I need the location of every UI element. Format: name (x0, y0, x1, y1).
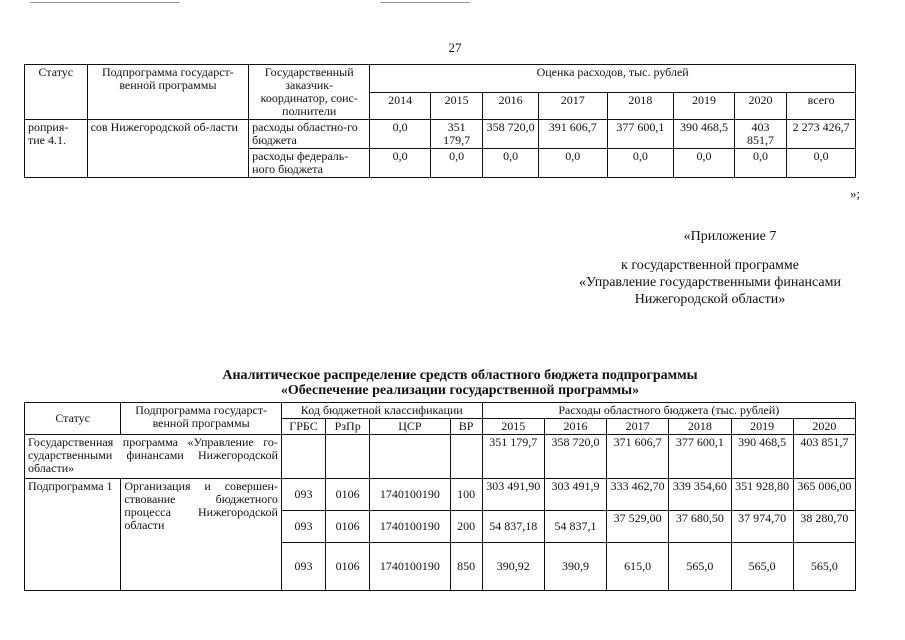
table2-value: 37 680,50 (669, 511, 731, 543)
table1-year: всего (787, 92, 856, 120)
table1-year: 2015 (430, 92, 483, 120)
table2-value: 351 928,80 (731, 479, 793, 511)
table2-code-col: ВР (450, 419, 482, 435)
table2-value: 390 468,5 (731, 435, 793, 479)
appendix-line-1: «Приложение 7 (683, 229, 777, 244)
expense-estimate-table (24, 64, 856, 178)
table1-header-estimate: Оценка расходов, тыс. рублей (370, 65, 856, 93)
title-line-2: «Обеспечение реализации государственной программы» (280, 383, 640, 398)
table1-year: 2020 (734, 92, 787, 120)
appendix-line-4: Нижегородской области» (634, 292, 786, 307)
table1-value: 390 468,5 (674, 120, 735, 149)
table2-csr: 1740100190 (370, 543, 450, 591)
table2-code-col: ГРБС (281, 419, 325, 435)
top-rule-right (380, 2, 470, 3)
table2-value: 565,0 (669, 543, 731, 591)
table1-year: 2018 (607, 92, 674, 120)
appendix-header (540, 228, 880, 308)
table1-value: 358 720,0 (483, 120, 539, 149)
table2-grbs: 093 (281, 543, 325, 591)
title-line-1: Аналитическое распределение средств областного бюджета подпрограммы (222, 368, 698, 383)
table1-year: 2014 (370, 92, 431, 120)
table2-vr: 200 (450, 511, 482, 543)
table2-csr: 1740100190 (370, 479, 450, 511)
table2-value: 390,9 (544, 543, 606, 591)
table2-code-col: РзПр (326, 419, 370, 435)
table1-value: 0,0 (483, 149, 539, 178)
table2-value: 371 606,7 (607, 435, 669, 479)
table1-value: 0,0 (370, 149, 431, 178)
table2-year: 2015 (482, 419, 544, 435)
table2-header-status: Статус (25, 403, 121, 435)
table1-desc-cell: расходы федераль-ного бюджета (249, 149, 370, 178)
table2-value: 365 006,00 (793, 479, 855, 511)
table2-row-100 (25, 479, 856, 511)
table2-value: 390,92 (482, 543, 544, 591)
table2-value: 339 354,60 (669, 479, 731, 511)
table2-header-expenses: Расходы областного бюджета (тыс. рублей) (482, 403, 855, 419)
table2-program-label: Государственная программа «Управление го-сударственными финансами Нижегородской области» (25, 435, 282, 479)
table2-value: 333 462,70 (607, 479, 669, 511)
table2-rzpr: 0106 (326, 543, 370, 591)
table2-value: 303 491,9 (544, 479, 606, 511)
table2-value: 565,0 (793, 543, 855, 591)
closing-quote: »; (850, 186, 861, 201)
budget-distribution-table (24, 402, 856, 591)
table2-empty-cell (326, 435, 370, 479)
table1-year: 2017 (538, 92, 607, 120)
table1-year: 2019 (674, 92, 735, 120)
table2-program-row (25, 435, 856, 479)
table2-value: 38 280,70 (793, 511, 855, 543)
appendix-line-2: к государственной программе (621, 258, 799, 273)
table2-value: 358 720,0 (544, 435, 606, 479)
table2-value: 377 600,1 (669, 435, 731, 479)
table2-value: 565,0 (731, 543, 793, 591)
table1-value: 0,0 (674, 149, 735, 178)
table1-row-regional (25, 120, 856, 149)
table2-year: 2017 (607, 419, 669, 435)
table2-vr: 100 (450, 479, 482, 511)
table2-value: 37 974,70 (731, 511, 793, 543)
table1-value: 2 273 426,7 (787, 120, 856, 149)
table2-grbs: 093 (281, 479, 325, 511)
table2-empty-cell (370, 435, 450, 479)
table1-value: 0,0 (370, 120, 431, 149)
table2-empty-cell (450, 435, 482, 479)
table1-value: 0,0 (607, 149, 674, 178)
table2-year: 2016 (544, 419, 606, 435)
table1-value: 377 600,1 (607, 120, 674, 149)
table2-rzpr: 0106 (326, 479, 370, 511)
table2-grbs: 093 (281, 511, 325, 543)
table1-value: 391 606,7 (538, 120, 607, 149)
table2-value: 351 179,7 (482, 435, 544, 479)
table2-subprogram-name: Организация и совершен-ствование бюджетного процесса Нижегородской области (121, 479, 282, 591)
table2-value: 37 529,00 (607, 511, 669, 543)
table1-header-row (25, 65, 856, 93)
table1-subprogram-cell: сов Нижегородской об-ласти (87, 120, 249, 178)
table2-year: 2020 (793, 419, 855, 435)
table2-value: 54 837,18 (482, 511, 544, 543)
table1-header-subprogram: Подпрограмма государст-венной программы (87, 65, 249, 120)
table1-value: 403 851,7 (734, 120, 787, 149)
table2-value: 54 837,1 (544, 511, 606, 543)
table1-header-status: Статус (25, 65, 88, 120)
top-rule-left (30, 2, 180, 3)
table1-value: 0,0 (538, 149, 607, 178)
table1-value: 0,0 (430, 149, 483, 178)
document-title (120, 368, 800, 398)
table1-desc-cell: расходы областно-го бюджета (249, 120, 370, 149)
table2-code-col: ЦСР (370, 419, 450, 435)
table2-header-code: Код бюджетной классификации (281, 403, 482, 419)
table2-csr: 1740100190 (370, 511, 450, 543)
appendix-line-3: «Управление государственными финансами (579, 275, 841, 290)
table1-value: 351 179,7 (430, 120, 483, 149)
table2-header-subprogram: Подпрограмма государст-венной программы (121, 403, 282, 435)
table2-value: 303 491,90 (482, 479, 544, 511)
table2-subprogram-status: Подпрограмма 1 (25, 479, 121, 591)
table1-status-cell: роприя-тие 4.1. (25, 120, 88, 178)
table2-value: 403 851,7 (793, 435, 855, 479)
table1-header-customer: Государственный заказчик-координатор, соис-полнители (249, 65, 370, 120)
table1-year: 2016 (483, 92, 539, 120)
table2-empty-cell (281, 435, 325, 479)
table2-value: 615,0 (607, 543, 669, 591)
table2-rzpr: 0106 (326, 511, 370, 543)
table2-header-row (25, 403, 856, 419)
page-number: 27 (448, 40, 462, 55)
table2-vr: 850 (450, 543, 482, 591)
table1-value: 0,0 (787, 149, 856, 178)
table2-year: 2018 (669, 419, 731, 435)
table2-year: 2019 (731, 419, 793, 435)
table1-value: 0,0 (734, 149, 787, 178)
